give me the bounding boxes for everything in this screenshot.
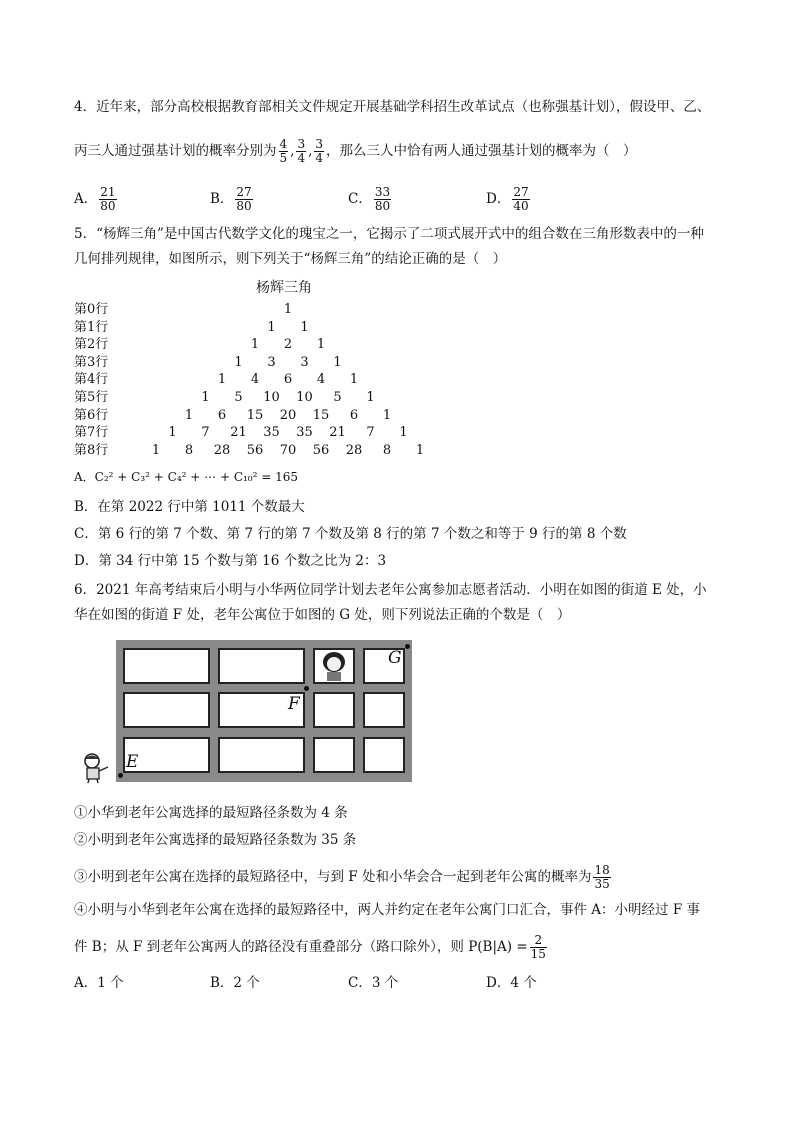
triangle-row-label: 第5行	[74, 390, 109, 405]
map-block	[123, 692, 210, 728]
triangle-number: 35	[296, 425, 313, 441]
triangle-row-label: 第0行	[74, 302, 109, 317]
triangle-row	[74, 389, 474, 407]
triangle-row-label: 第7行	[74, 425, 109, 441]
triangle-number: 7	[366, 425, 375, 441]
triangle-row	[74, 371, 474, 389]
map-block-figure	[313, 648, 355, 684]
triangle-number: 1	[234, 354, 243, 370]
triangle-row	[74, 336, 474, 354]
q4-line2-b: ，那么三人中恰有两人通过强基计划的概率为（ ）	[326, 143, 637, 159]
triangle-title: 杨辉三角	[256, 280, 312, 296]
q4-option-b: B． $\frac{27}{80}$	[210, 185, 252, 213]
triangle-number: 2	[283, 337, 293, 353]
triangle-number: 20	[279, 407, 297, 423]
q4-line1: 4．近年来，部分高校根据教育部相关文件规定开展基础学科招生改革试点（也称强基计划），假设甲、乙、	[74, 99, 711, 115]
triangle-row	[74, 301, 474, 319]
triangle-row-label: 第1行	[74, 319, 109, 335]
q6-statement-2: ②小明到老年公寓选择的最短路径条数为 35 条	[74, 832, 357, 848]
girl-figure-icon	[315, 650, 353, 682]
triangle-number: 1	[382, 407, 392, 423]
q4-line2-a: 丙三人通过强基计划的概率分别为	[74, 143, 277, 159]
prob-yi: $\frac{3}{4}$	[297, 137, 306, 165]
triangle-number: 5	[333, 390, 342, 405]
q6-statement-1: ①小华到老年公寓选择的最短路径条数为 4 条	[74, 805, 348, 821]
triangle-number: 1	[333, 354, 342, 370]
prob-jia: $\frac{4}{5}$	[279, 137, 288, 165]
map-block	[363, 737, 405, 773]
triangle-number: 7	[201, 425, 210, 441]
q5-option-b: B．在第 2022 行中第 1011 个数最大	[74, 499, 305, 515]
triangle-number: 1	[184, 407, 194, 423]
triangle-number: 56	[246, 442, 264, 458]
q6-line1: 6．2021 年高考结束后小明与小华两位同学计划去老年公寓参加志愿者活动．小明在如图的街道 E 处，小	[74, 582, 707, 598]
label-e: E	[126, 752, 139, 772]
map-block	[313, 692, 355, 728]
q6-statement-4-line1: ④小明与小华到老年公寓在选择的最短路径中，两人并约定在老年公寓门口汇合，事件 A：小明经过 F 事	[74, 902, 700, 918]
triangle-number: 15	[246, 407, 264, 423]
triangle-number: 1	[201, 390, 210, 405]
triangle-row-label: 第4行	[74, 372, 109, 388]
q6-statement-3: ③小明到老年公寓在选择的最短路径中，与到 F 处和小华会合一起到老年公寓的概率为 $\frac{18}{35}$	[74, 863, 610, 891]
triangle-number: 1	[283, 302, 293, 317]
triangle-number: 6	[217, 407, 227, 423]
q5-option-a: A．C₂² + C₃² + C₄² + ⋯ + C₁₀² = 165	[74, 470, 299, 484]
map-block	[313, 737, 355, 773]
map-block	[123, 648, 210, 684]
triangle-number: 8	[184, 442, 194, 458]
triangle-row	[74, 354, 474, 372]
triangle-number: 1	[316, 337, 326, 353]
map-block	[363, 692, 405, 728]
triangle-row-label: 第6行	[74, 407, 109, 423]
map-block	[218, 737, 305, 773]
triangle-number: 1	[250, 337, 260, 353]
q4-option-d: D． $\frac{27}{40}$	[486, 185, 529, 213]
label-g: G	[388, 648, 402, 668]
q6-option-d: D．4 个	[486, 975, 537, 991]
triangle-number: 1	[300, 319, 309, 335]
triangle-row	[74, 424, 474, 442]
triangle-number: 70	[279, 442, 297, 458]
q5-option-d: D．第 34 行中第 15 个数与第 16 个数之比为 2：3	[74, 553, 387, 569]
triangle-row-label: 第8行	[74, 442, 109, 458]
q6-option-b: B．2 个	[210, 975, 260, 991]
triangle-number: 1	[349, 372, 359, 388]
q4-line2: 丙三人通过强基计划的概率分别为 $\frac{4}{5}$ , $\frac{3}{4}$ , $\frac{3}{4}$ ，那么三人中恰有两人通过强基计划的概率为（ ）	[74, 137, 637, 165]
triangle-number: 4	[316, 372, 326, 388]
triangle-row	[74, 407, 474, 425]
triangle-number: 15	[312, 407, 330, 423]
triangle-number: 1	[267, 319, 276, 335]
q6-option-c: C．3 个	[348, 975, 399, 991]
triangle-number: 28	[213, 442, 231, 458]
boy-figure-icon	[80, 752, 112, 784]
q5-line2: 几何排列规律，如图所示，则下列关于“杨辉三角”的结论正确的是（ ）	[74, 251, 507, 267]
triangle-number: 3	[300, 354, 309, 370]
q4-option-c: C． $\frac{33}{80}$	[348, 185, 391, 213]
triangle-number: 4	[250, 372, 260, 388]
triangle-row	[74, 442, 474, 460]
q5-option-c: C．第 6 行的第 7 个数、第 7 行的第 7 个数及第 8 行的第 7 个数之和等于 9 行的第 8 个数	[74, 526, 627, 542]
triangle-number: 6	[349, 407, 359, 423]
triangle-number: 21	[230, 425, 247, 441]
q4-option-a: A． $\frac{21}{80}$	[74, 185, 116, 213]
point-e	[118, 773, 123, 778]
triangle-number: 21	[329, 425, 346, 441]
triangle-number: 28	[345, 442, 363, 458]
point-f	[304, 686, 309, 691]
q5-line1: 5．“杨辉三角”是中国古代数学文化的瑰宝之一，它揭示了二项式展开式中的组合数在三角形数表中的一种	[74, 226, 704, 242]
q6-option-a: A．1 个	[74, 975, 124, 991]
triangle-number: 10	[263, 390, 280, 405]
triangle-number: 1	[168, 425, 177, 441]
triangle-number: 8	[382, 442, 392, 458]
triangle-number: 3	[267, 354, 276, 370]
triangle-number: 10	[296, 390, 313, 405]
prob-bing: $\frac{3}{4}$	[315, 137, 324, 165]
triangle-number: 1	[399, 425, 408, 441]
triangle-number: 1	[151, 442, 161, 458]
triangle-row	[74, 319, 474, 337]
triangle-row-label: 第3行	[74, 354, 109, 370]
map-block	[218, 648, 305, 684]
triangle-number: 35	[263, 425, 280, 441]
triangle-number: 1	[415, 442, 425, 458]
triangle-number: 6	[283, 372, 293, 388]
triangle-number: 5	[234, 390, 243, 405]
triangle-number: 1	[366, 390, 375, 405]
triangle-number: 1	[217, 372, 227, 388]
point-g	[405, 644, 410, 649]
triangle-row-label: 第2行	[74, 337, 109, 353]
label-f: F	[288, 694, 300, 714]
q6-statement-4-line2: 件 B；从 F 到老年公寓两人的路径没有重叠部分（路口除外），则 P(B|A) = $\frac{2}{15}$	[74, 933, 546, 961]
q6-line2: 华在如图的街道 F 处，老年公寓位于如图的 G 处，则下列说法正确的个数是（ ）	[74, 607, 571, 623]
triangle-number: 56	[312, 442, 330, 458]
